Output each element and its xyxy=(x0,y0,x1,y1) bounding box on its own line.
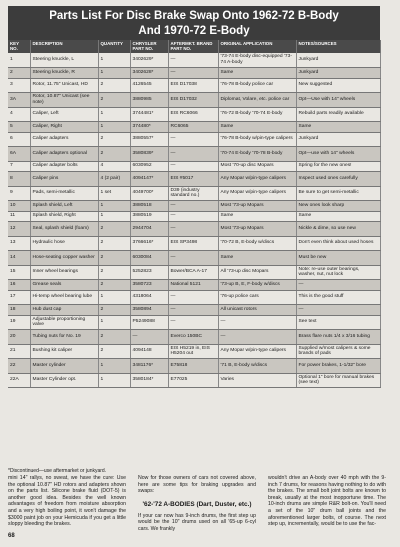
cell-aftermarket-part: E75818 xyxy=(168,359,218,374)
table-title xyxy=(8,6,380,40)
cell-original-application: '76-72 B-body '70-74 E-body xyxy=(218,107,296,122)
cell-chrysler-part: 3580723 xyxy=(130,280,168,291)
cell-notes: Optional 1" bore for manual brakes (see text) xyxy=(296,373,380,388)
cell-key: 22A xyxy=(8,373,30,388)
cell-key: 9 xyxy=(8,186,30,201)
cell-aftermarket-part: Bower/BCA A-17 xyxy=(168,265,218,280)
cell-aftermarket-part: — xyxy=(168,68,218,79)
cell-notes: Opt—Use with 14" wheels xyxy=(296,93,380,108)
cell-quantity: 2 xyxy=(98,93,130,108)
cell-key: 6A xyxy=(8,147,30,162)
cell-key: 19 xyxy=(8,315,30,330)
cell-original-application: — xyxy=(218,315,296,330)
cell-key: 6 xyxy=(8,132,30,147)
header-chrysler-part: CHRYSLER PART NO. xyxy=(130,40,168,53)
cell-description: Caliper pins xyxy=(30,172,98,187)
section-subhead: '62-'72 A-BODIES (Dart, Duster, etc.) xyxy=(142,500,252,508)
article-column-2-intro: Now for those owners of cars not covered above, here are some tips for braking upgrades and swaps: xyxy=(138,475,256,495)
cell-original-application: '70-74 E-body '70-78 B-body xyxy=(218,147,296,162)
table-row xyxy=(8,265,380,280)
cell-key: 1 xyxy=(8,53,30,68)
cell-original-application: '76-up police cars xyxy=(218,290,296,305)
table-row xyxy=(8,161,380,172)
cell-original-application: Same xyxy=(218,122,296,133)
cell-description: Hi-temp wheel bearing lube xyxy=(30,290,98,305)
cell-notes: Opt—use with 14" wheels xyxy=(296,147,380,162)
table-row xyxy=(8,147,380,162)
cell-original-application: Most '73-up Mopars xyxy=(218,222,296,237)
cell-notes: This is the good stuff xyxy=(296,290,380,305)
table-header-row xyxy=(8,40,380,53)
cell-description: Caliper, Left xyxy=(30,107,98,122)
cell-chrysler-part: 3402629* xyxy=(130,53,168,68)
cell-description: Caliper adapters xyxy=(30,132,98,147)
cell-original-application: Any Mopar w/pin-type calipers xyxy=(218,172,296,187)
cell-chrysler-part: 3766616* xyxy=(130,236,168,251)
cell-quantity: 2 xyxy=(98,147,130,162)
cell-description: Adjustable proportioning valve xyxy=(30,315,98,330)
cell-chrysler-part: 3580184* xyxy=(130,373,168,388)
cell-quantity: 1 xyxy=(98,290,130,305)
cell-quantity: 1 xyxy=(98,201,130,212)
cell-quantity: 2 xyxy=(98,78,130,93)
cell-description: Rotor, 11.75" Unicast, HD xyxy=(30,78,98,93)
cell-chrysler-part: 2944704 xyxy=(130,222,168,237)
table-row xyxy=(8,280,380,291)
cell-aftermarket-part: EIS D17038 xyxy=(168,78,218,93)
cell-aftermarket-part: — xyxy=(168,290,218,305)
parts-table-body xyxy=(8,53,380,388)
cell-key: 2 xyxy=(8,68,30,79)
cell-notes: Supplied w/most calipers & some brands of pads xyxy=(296,344,380,359)
cell-aftermarket-part: — xyxy=(168,305,218,316)
table-row xyxy=(8,359,380,374)
cell-key: 3 xyxy=(8,78,30,93)
cell-notes: — xyxy=(296,280,380,291)
table-row xyxy=(8,122,380,133)
table-row xyxy=(8,305,380,316)
cell-quantity: 1 xyxy=(98,53,130,68)
cell-description: Tubing nuts for No. 19 xyxy=(30,330,98,345)
cell-original-application: Most '73-up Mopars xyxy=(218,201,296,212)
cell-key: 20 xyxy=(8,330,30,345)
cell-description: Pads, semi-metallic xyxy=(30,186,98,201)
cell-key: 17 xyxy=(8,290,30,305)
article-column-1: mini 14" rallys, no sweat, we have the cure: Use the optional 10.87" HD rotors and adapters shown on the parts list. Silicone brake fluid (DOT-5) is another good idea. Besides the well known advantages of freedom from moisture absorption and a very high boiling point, it won't damage the $3000 paint job on your Hemicuda if you get a little sloppy bleeding the brakes. xyxy=(8,475,126,528)
cell-description: Caliper, Right xyxy=(30,122,98,133)
cell-chrysler-part: 4318064 xyxy=(130,290,168,305)
cell-quantity: 1 xyxy=(98,359,130,374)
table-row xyxy=(8,373,380,388)
cell-original-application: All '73-up disc Mopars xyxy=(218,265,296,280)
cell-original-application: Same xyxy=(218,211,296,222)
cell-chrysler-part: 3880518 xyxy=(130,201,168,212)
cell-quantity: 2 xyxy=(98,236,130,251)
cell-quantity: 1 xyxy=(98,122,130,133)
header-quantity: QUANTITY xyxy=(98,40,130,53)
cell-chrysler-part: — xyxy=(130,330,168,345)
cell-chrysler-part: 6030952 xyxy=(130,161,168,172)
cell-original-application: Varies xyxy=(218,373,296,388)
cell-quantity: 2 xyxy=(98,251,130,266)
article-column-2 xyxy=(138,475,256,533)
cell-aftermarket-part: National 5121 xyxy=(168,280,218,291)
cell-description: Grease seals xyxy=(30,280,98,291)
table-row xyxy=(8,172,380,187)
cell-key: 12 xyxy=(8,222,30,237)
cell-original-application: — xyxy=(218,330,296,345)
cell-description: Inner wheel bearings xyxy=(30,265,98,280)
cell-description: Master Cylinder opt. xyxy=(30,373,98,388)
cell-key: 16 xyxy=(8,280,30,291)
cell-original-application: '70-72 B, E-body w/discs xyxy=(218,236,296,251)
table-row xyxy=(8,251,380,266)
cell-aftermarket-part: — xyxy=(168,251,218,266)
cell-description: Steering knuckle, L xyxy=(30,53,98,68)
cell-notes: New ones look sharp xyxy=(296,201,380,212)
cell-aftermarket-part: D39 (industry standard no.) xyxy=(168,186,218,201)
cell-description: Hub dust cap xyxy=(30,305,98,316)
cell-chrysler-part: 3880557* xyxy=(130,132,168,147)
cell-notes: Nickle & dime, so use new xyxy=(296,222,380,237)
cell-original-application: '76-78 B-body w/pin-type calipers xyxy=(218,132,296,147)
cell-aftermarket-part: — xyxy=(168,201,218,212)
cell-aftermarket-part: — xyxy=(168,315,218,330)
cell-notes: Rebuild parts readily available xyxy=(296,107,380,122)
cell-chrysler-part: 374480* xyxy=(130,122,168,133)
cell-key: 18 xyxy=(8,305,30,316)
cell-quantity: 1 xyxy=(98,315,130,330)
cell-quantity: 4 (2 pair) xyxy=(98,172,130,187)
cell-quantity: 1 xyxy=(98,373,130,388)
table-row xyxy=(8,201,380,212)
header-aftermarket-part: AFTERMKT. BRAND PART NO. xyxy=(168,40,218,53)
cell-quantity: 4 xyxy=(98,161,130,172)
cell-aftermarket-part: E77025 xyxy=(168,373,218,388)
cell-chrysler-part: 3580839* xyxy=(130,147,168,162)
cell-aftermarket-part: Everco 150BC xyxy=(168,330,218,345)
cell-original-application: All unicast rotors xyxy=(218,305,296,316)
article-column-3: wouldn't drive an A-body over 40 mph with the 9-inch 7 drums, for reasons having nothing to do with the brakes. The small bolt joint bolts are known to break, usually at the most inopportune time. The 10-inch drums are simple R&R bolt-on. You'll need a set of the 10" drum ball joints and the aforementioned larger bolts, of course. The next step up, incrementally, would be to use the fac- xyxy=(268,475,386,528)
table-title-line1: Parts List For Disc Brake Swap Onto 1962-72 B-Body xyxy=(49,10,339,22)
cell-aftermarket-part: — xyxy=(168,161,218,172)
cell-key: 13 xyxy=(8,236,30,251)
cell-quantity: 1 set xyxy=(98,186,130,201)
cell-notes: For power brakes, 1-1/32" bore xyxy=(296,359,380,374)
cell-notes: Same xyxy=(296,211,380,222)
table-row xyxy=(8,222,380,237)
cell-chrysler-part: 4049700* xyxy=(130,186,168,201)
cell-notes: New suggested xyxy=(296,78,380,93)
cell-key: 4 xyxy=(8,107,30,122)
footnote: *Discontinued—use aftermarket or junkyard. xyxy=(8,468,107,474)
table-row xyxy=(8,93,380,108)
cell-key: 14 xyxy=(8,251,30,266)
cell-description: Rotor, 10.87" Unicast (see note) xyxy=(30,93,98,108)
cell-aftermarket-part: — xyxy=(168,53,218,68)
cell-description: Splash shield, Left xyxy=(30,201,98,212)
cell-notes: Same xyxy=(296,122,380,133)
cell-notes: Inspect used ones carefully xyxy=(296,172,380,187)
cell-description: Caliper adapter bolts xyxy=(30,161,98,172)
table-row xyxy=(8,290,380,305)
cell-quantity: 2 xyxy=(98,265,130,280)
cell-key: 22 xyxy=(8,359,30,374)
header-original-application: ORIGINAL APPLICATION xyxy=(218,40,296,53)
header-notes: NOTES/SOURCES xyxy=(296,40,380,53)
table-row xyxy=(8,132,380,147)
cell-notes: Must be new xyxy=(296,251,380,266)
cell-quantity: 1 xyxy=(98,68,130,79)
cell-quantity: 2 xyxy=(98,132,130,147)
cell-aftermarket-part: — xyxy=(168,211,218,222)
cell-chrysler-part: 3402628* xyxy=(130,68,168,79)
cell-chrysler-part: P5249088 xyxy=(130,315,168,330)
cell-quantity: 1 xyxy=(98,107,130,122)
cell-notes: Note: re-use outer bearings, washer, nut, nut lock xyxy=(296,265,380,280)
cell-description: Bushing kit caliper xyxy=(30,344,98,359)
table-row xyxy=(8,236,380,251)
cell-notes: Brass flare nuts 1/4 x 3/16 tubing xyxy=(296,330,380,345)
cell-aftermarket-part: EIS RC6066 xyxy=(168,107,218,122)
header-description: DESCRIPTION xyxy=(30,40,98,53)
cell-chrysler-part: 5252823 xyxy=(130,265,168,280)
cell-description: Steering knuckle, R xyxy=(30,68,98,79)
cell-chrysler-part: 3580894 xyxy=(130,305,168,316)
cell-key: 21 xyxy=(8,344,30,359)
cell-aftermarket-part: EIS SP3498 xyxy=(168,236,218,251)
table-row xyxy=(8,186,380,201)
cell-description: Master cylinder xyxy=(30,359,98,374)
cell-original-application: Same xyxy=(218,68,296,79)
cell-chrysler-part: 4126545 xyxy=(130,78,168,93)
cell-notes: Junkyard xyxy=(296,53,380,68)
cell-original-application: Same xyxy=(218,251,296,266)
cell-quantity: 2 xyxy=(98,305,130,316)
cell-notes: See text xyxy=(296,315,380,330)
cell-aftermarket-part: — xyxy=(168,222,218,237)
cell-description: Caliper adapters optional xyxy=(30,147,98,162)
table-row xyxy=(8,211,380,222)
cell-original-application: Any Mopar w/pin-type calipers xyxy=(218,344,296,359)
cell-notes: — xyxy=(296,305,380,316)
cell-aftermarket-part: EIS H5219 in, EIS H5204 out xyxy=(168,344,218,359)
cell-description: Seal, splash shield (foam) xyxy=(30,222,98,237)
cell-chrysler-part: 3744481* xyxy=(130,107,168,122)
cell-key: 7 xyxy=(8,161,30,172)
header-key: KEY NO. xyxy=(8,40,30,53)
cell-key: 11 xyxy=(8,211,30,222)
table-title-line2: And 1970-72 E-Body xyxy=(138,25,250,37)
cell-aftermarket-part: — xyxy=(168,132,218,147)
cell-original-application: Most '70-up disc Mopars xyxy=(218,161,296,172)
cell-aftermarket-part: EIS #5017 xyxy=(168,172,218,187)
cell-key: 5 xyxy=(8,122,30,133)
cell-chrysler-part: 4094148 xyxy=(130,344,168,359)
cell-key: 8 xyxy=(8,172,30,187)
cell-chrysler-part: 4094147* xyxy=(130,172,168,187)
cell-quantity: 1 xyxy=(98,211,130,222)
cell-quantity: 2 xyxy=(98,222,130,237)
table-row xyxy=(8,330,380,345)
cell-key: 10 xyxy=(8,201,30,212)
cell-notes: Don't even think about used hoses xyxy=(296,236,380,251)
cell-chrysler-part: 3481176* xyxy=(130,359,168,374)
cell-original-application: Diplomat, Volare, etc. police car xyxy=(218,93,296,108)
table-row xyxy=(8,53,380,68)
parts-table xyxy=(8,40,381,388)
cell-original-application: '73-up B, E, F-body w/discs xyxy=(218,280,296,291)
cell-quantity: 2 xyxy=(98,344,130,359)
cell-key: 15 xyxy=(8,265,30,280)
cell-aftermarket-part: EIS D17032 xyxy=(168,93,218,108)
cell-original-application: Any Mopar w/pin-type calipers xyxy=(218,186,296,201)
table-row xyxy=(8,344,380,359)
cell-description: Splash shield, Right xyxy=(30,211,98,222)
table-row xyxy=(8,78,380,93)
table-row xyxy=(8,315,380,330)
page-number: 68 xyxy=(8,533,15,539)
cell-aftermarket-part: RC6065 xyxy=(168,122,218,133)
table-row xyxy=(8,68,380,79)
cell-notes: Be sure to get semi-metallic xyxy=(296,186,380,201)
article-column-2-body: If your car now has 9-inch drums, the first step up would be the 10" drums used on all '65-up 6-cyl cars. We frankly xyxy=(138,512,256,532)
cell-key: 3A xyxy=(8,93,30,108)
cell-notes: Junkyard xyxy=(296,68,380,79)
cell-aftermarket-part: — xyxy=(168,147,218,162)
cell-quantity: 2 xyxy=(98,280,130,291)
cell-quantity: 2 xyxy=(98,330,130,345)
cell-description: Hydraulic hose xyxy=(30,236,98,251)
cell-notes: Junkyard xyxy=(296,132,380,147)
cell-notes: Spring for the new ones! xyxy=(296,161,380,172)
cell-chrysler-part: 6030084 xyxy=(130,251,168,266)
cell-original-application: '76-78 B-body police car xyxy=(218,78,296,93)
table-row xyxy=(8,107,380,122)
cell-original-application: '73-74 E-body disc-equipped '73-74 A-body xyxy=(218,53,296,68)
cell-description: Hose-seating copper washer xyxy=(30,251,98,266)
cell-chrysler-part: 3880519 xyxy=(130,211,168,222)
cell-original-application: '71 B, E-body w/discs xyxy=(218,359,296,374)
cell-chrysler-part: 3880985 xyxy=(130,93,168,108)
